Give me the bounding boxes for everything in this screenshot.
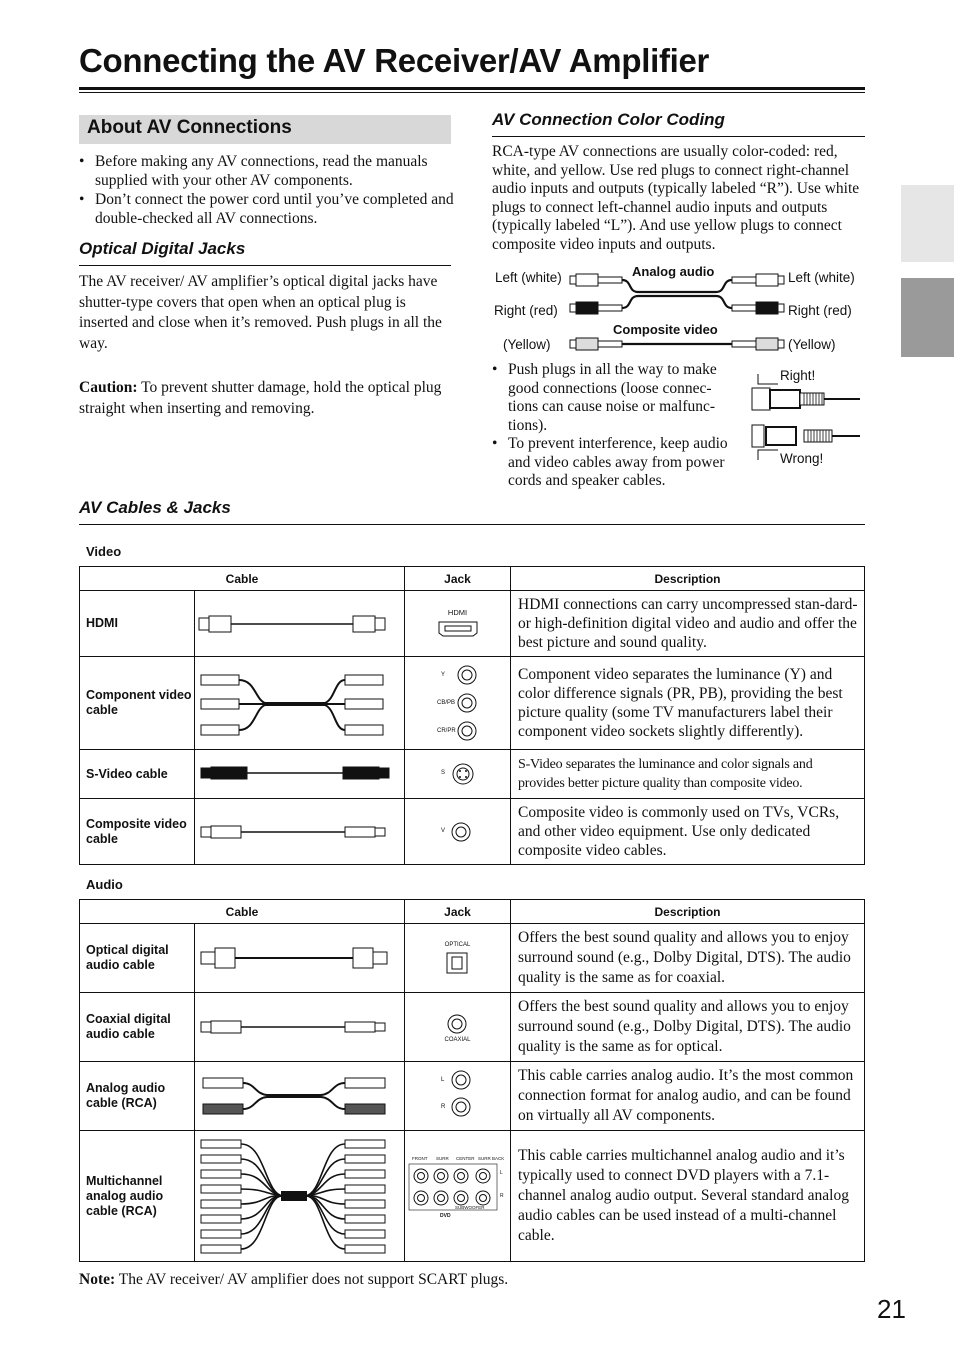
- cable-name: HDMI: [80, 591, 195, 657]
- about-heading: About AV Connections: [87, 117, 292, 138]
- analog-audio-cable-image: [195, 1062, 405, 1131]
- multichannel-jacks: [405, 1131, 511, 1262]
- rca-jack-icon: [405, 1066, 510, 1126]
- table-row: [80, 993, 865, 1062]
- optical-body: The AV receiver/ AV amplifier’s optical digital jacks have shutter-type covers that open when an optical plug is inserted and close when it’s removed. Push plugs in all the way.: [79, 273, 442, 352]
- about-bullet: • Don’t connect the power cord until you’ve completed and double-checked all AV connections.: [79, 190, 454, 228]
- color-coding-diagram: [566, 270, 786, 354]
- cables-rule: [79, 524, 865, 525]
- cable-desc: Composite video is commonly used on TVs, VCRs, and other video equipment. Use only dedicated composite video cables.: [511, 799, 865, 865]
- note-label: Note:: [79, 1271, 116, 1288]
- left-white-label-r: Left (white): [788, 270, 855, 285]
- title-rule-thin: [79, 92, 865, 93]
- jack-label: DVD: [440, 1213, 451, 1219]
- jack-label: OPTICAL: [444, 941, 471, 948]
- table-row: [80, 924, 865, 993]
- optical-rule: [79, 265, 451, 266]
- svideo-cable-image: [195, 750, 405, 799]
- left-white-label-l: Left (white): [495, 270, 562, 285]
- page-number: 21: [877, 1294, 906, 1324]
- color-coding-body: RCA-type AV connections are usually color-coded: red, white, and yellow. Use red plugs to connect right-channel audio inputs and outputs (typically labeled “R”). Use white plugs to connect left-channel audio inputs and outputs (typically labeled “L”). And use yellow plugs to connect composite video inputs and outputs.: [492, 143, 860, 253]
- jack-label: V: [441, 827, 446, 834]
- cable-name: S-Video cable: [80, 750, 195, 799]
- table-row: [80, 1062, 865, 1131]
- optical-caution: [79, 378, 454, 419]
- coaxial-cable-image: [195, 993, 405, 1062]
- composite-video-label: Composite video: [613, 322, 718, 337]
- col-cable: Cable: [80, 567, 405, 591]
- col-desc: Description: [511, 567, 865, 591]
- cables-heading: AV Cables & Jacks: [79, 498, 231, 517]
- color-coding-bullets: [492, 361, 737, 491]
- hdmi-cable-image: [195, 591, 405, 657]
- svideo-jack: [405, 750, 511, 799]
- rca-jack-icon: [405, 1011, 510, 1037]
- color-coding-bullet: • To prevent interference, keep audio and video cables away from power cords and speaker cables.: [492, 435, 737, 491]
- jack-label: R: [441, 1104, 446, 1110]
- side-tab-light: [901, 185, 954, 262]
- cable-desc: Offers the best sound quality and allows you to enjoy surround sound (e.g., Dolby Digital, DTS). The audio quality is the same as for optical.: [511, 993, 865, 1062]
- cable-name: Optical digital audio cable: [80, 924, 195, 993]
- caution-label: Caution:: [79, 379, 138, 396]
- note: [79, 1270, 508, 1289]
- jack-label: S: [441, 770, 446, 776]
- plug-insertion-diagram: [748, 370, 863, 465]
- cable-name: Composite video cable: [80, 799, 195, 865]
- color-coding-bullet: • Push plugs in all the way to make good connections (loose connec-tions can cause noise or malfunc-tions).: [492, 361, 737, 435]
- optical-cable-image: [195, 924, 405, 993]
- cable-name: Component video cable: [80, 657, 195, 750]
- cable-desc: Offers the best sound quality and allows you to enjoy surround sound (e.g., Dolby Digital, DTS). The audio quality is the same as for coaxial.: [511, 924, 865, 993]
- optical-jack-icon: [405, 951, 510, 975]
- video-table: [79, 566, 865, 865]
- about-bullets: [79, 152, 454, 228]
- multichannel-jack-panel: [405, 1146, 510, 1246]
- about-bullet: • Before making any AV connections, read the manuals supplied with your other AV components.: [79, 152, 454, 190]
- jack-label: HDMI: [447, 608, 468, 617]
- col-desc: Description: [511, 900, 865, 924]
- component-cable-image: [195, 657, 405, 750]
- jack-label: FRONT: [412, 1156, 428, 1161]
- component-jacks: [405, 657, 511, 750]
- col-jack: Jack: [405, 567, 511, 591]
- jack-label: COAXIAL: [444, 1037, 471, 1043]
- cable-desc: This cable carries multichannel analog audio and it’s typically used to connect DVD players with a 7.1-channel analog audio output. Several standard analog audio cables can be used instead of a multi-channel cable.: [511, 1131, 865, 1262]
- table-row: [80, 657, 865, 750]
- jack-label: R: [500, 1193, 504, 1199]
- cable-desc: Component video separates the luminance (Y) and color difference signals (PR, PB), providing the best picture quality (some TV manufacturers label their component video sockets slightly differently).: [511, 657, 865, 750]
- yellow-label-r: (Yellow): [788, 337, 836, 352]
- jack-label: CR/PR: [437, 728, 456, 734]
- optical-jack: [405, 924, 511, 993]
- hdmi-jack: [405, 591, 511, 657]
- right-red-label-r: Right (red): [788, 303, 852, 318]
- composite-cable-image: [195, 799, 405, 865]
- table-row: [80, 1131, 865, 1262]
- jack-label: SURR: [436, 1156, 449, 1161]
- table-row: [80, 799, 865, 865]
- multichannel-cable-drawing: [195, 1134, 404, 1259]
- audio-table: [79, 899, 865, 1262]
- table-row: [80, 591, 865, 657]
- color-coding-rule: [492, 136, 865, 137]
- yellow-label-l: (Yellow): [503, 337, 551, 352]
- right-label: Right!: [780, 368, 816, 383]
- video-table-header: [80, 567, 865, 591]
- multichannel-cable-image: [195, 1131, 405, 1262]
- note-text: The AV receiver/ AV amplifier does not support SCART plugs.: [115, 1271, 509, 1288]
- jack-label: CB/PB: [437, 700, 456, 706]
- side-tab-dark: [901, 278, 954, 357]
- jack-label: CENTER: [456, 1156, 475, 1161]
- page-title: Connecting the AV Receiver/AV Amplifier: [79, 42, 710, 79]
- hdmi-jack-icon: [405, 619, 510, 639]
- composite-jack: [405, 799, 511, 865]
- video-label: Video: [86, 544, 122, 559]
- audio-label: Audio: [86, 877, 123, 892]
- table-row: [80, 750, 865, 799]
- wrong-label: Wrong!: [780, 451, 824, 466]
- cable-name: Multichannel analog audio cable (RCA): [80, 1131, 195, 1262]
- cable-desc: HDMI connections can carry uncompressed stan-dard- or high-definition digital video and audio and offer the best picture and sound quality.: [511, 591, 865, 657]
- col-jack: Jack: [405, 900, 511, 924]
- cable-desc: S-Video separates the luminance and color signals and provides better picture quality than composite video.: [511, 750, 865, 799]
- cable-name: Coaxial digital audio cable: [80, 993, 195, 1062]
- cable-name: Analog audio cable (RCA): [80, 1062, 195, 1131]
- jack-label: L: [441, 1077, 445, 1083]
- title-rule: [79, 87, 865, 90]
- svideo-jack-icon: [405, 754, 510, 794]
- optical-heading: Optical Digital Jacks: [79, 239, 246, 258]
- audio-table-header: [80, 900, 865, 924]
- cable-desc: This cable carries analog audio. It’s the most common connection format for analog audio, and can be found on virtually all AV components.: [511, 1062, 865, 1131]
- right-red-label-l: Right (red): [494, 303, 558, 318]
- rca-jack-icon: [405, 659, 510, 747]
- analog-audio-jacks: [405, 1062, 511, 1131]
- jack-label: SUBWOOFER: [455, 1205, 485, 1210]
- col-cable: Cable: [80, 900, 405, 924]
- coaxial-jack: [405, 993, 511, 1062]
- caution-text: To prevent shutter damage, hold the optical plug straight when inserting and removing.: [79, 379, 442, 417]
- jack-label: L: [500, 1170, 503, 1176]
- analog-audio-label: Analog audio: [632, 264, 715, 279]
- color-coding-heading: AV Connection Color Coding: [492, 110, 725, 129]
- jack-label: SURR BACK: [478, 1156, 505, 1161]
- jack-label: Y: [441, 672, 446, 678]
- rca-jack-icon: [405, 807, 510, 857]
